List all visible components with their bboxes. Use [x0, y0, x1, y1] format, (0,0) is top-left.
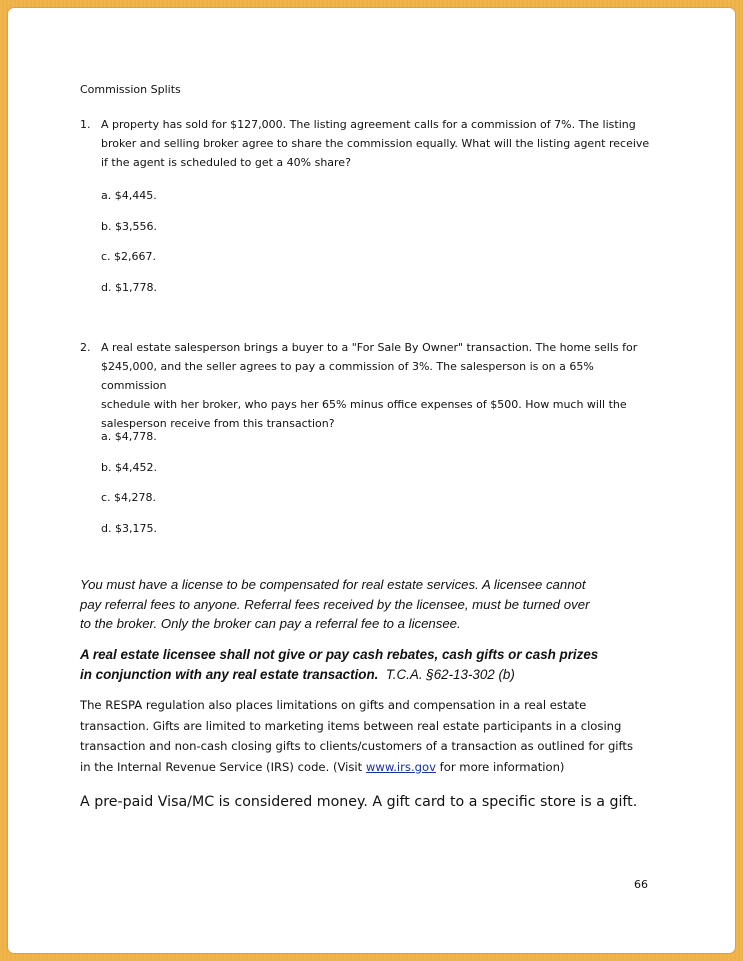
question-number: 2. — [80, 341, 91, 354]
question-text-line: broker and selling broker agree to share the commission equally. What will the listing agent receive — [101, 137, 650, 150]
question-text-line: $245,000, and the seller agrees to pay a commission of 3%. The salesperson is on a 65% commission — [101, 360, 594, 392]
paragraph-line: A real estate licensee shall not give or pay cash rebates, cash gifts or cash prizes — [80, 647, 599, 662]
answer-option: a. $4,445. — [101, 189, 157, 202]
question-text-line: A property has sold for $127,000. The listing agreement calls for a commission of 7%. The listing — [101, 118, 636, 131]
question-1 — [80, 115, 660, 175]
license-paragraph — [80, 575, 670, 634]
question-text-line: A real estate salesperson brings a buyer to a "For Sale By Owner" transaction. The home sells for — [101, 341, 638, 354]
paragraph-line: transaction. Gifts are limited to marketing items between real estate participants in a closing — [80, 718, 622, 733]
paragraph-line: You must have a license to be compensated for real estate services. A licensee cannot — [80, 577, 586, 592]
question-number: 1. — [80, 118, 91, 131]
answer-option: d. $3,175. — [101, 522, 157, 535]
question-text-line: if the agent is scheduled to get a 40% share? — [101, 156, 351, 169]
paragraph-line: pay referral fees to anyone. Referral fees received by the licensee, must be turned over — [80, 596, 590, 612]
statute-citation: T.C.A. §62-13-302 (b) — [385, 666, 515, 682]
paragraph-line: The RESPA regulation also places limitations on gifts and compensation in a real estate — [80, 698, 587, 712]
question-2 — [80, 338, 660, 430]
paragraph-line: transaction and non-cash closing gifts to clients/customers of a transaction as outlined for gifts — [80, 739, 633, 753]
paragraph-line: for more information) — [435, 759, 565, 774]
paragraph-line: in the Internal Revenue Service (IRS) code. (Visit — [80, 759, 366, 774]
answer-option: c. $4,278. — [101, 491, 157, 504]
answer-option: b. $4,452. — [101, 461, 157, 474]
irs-link[interactable]: www.irs.gov — [365, 759, 436, 774]
page-number: 66 — [634, 878, 648, 891]
answer-option: d. $1,778. — [101, 281, 157, 294]
answer-option: c. $2,667. — [101, 250, 157, 263]
paragraph-line: in conjunction with any real estate transaction. — [80, 666, 379, 682]
answer-option: a. $4,778. — [101, 430, 157, 443]
section-heading: Commission Splits — [80, 83, 181, 96]
question-text-line: salesperson receive from this transaction? — [101, 417, 335, 430]
respa-paragraph — [80, 695, 670, 777]
rebate-rule-paragraph — [80, 645, 680, 684]
answer-option: b. $3,556. — [101, 220, 157, 233]
prepaid-statement: A pre-paid Visa/MC is considered money. A gift card to a specific store is a gift. — [80, 794, 638, 810]
paragraph-line: to the broker. Only the broker can pay a referral fee to a licensee. — [80, 616, 461, 631]
question-text-line: schedule with her broker, who pays her 65% minus office expenses of $500. How much will the — [101, 398, 627, 411]
